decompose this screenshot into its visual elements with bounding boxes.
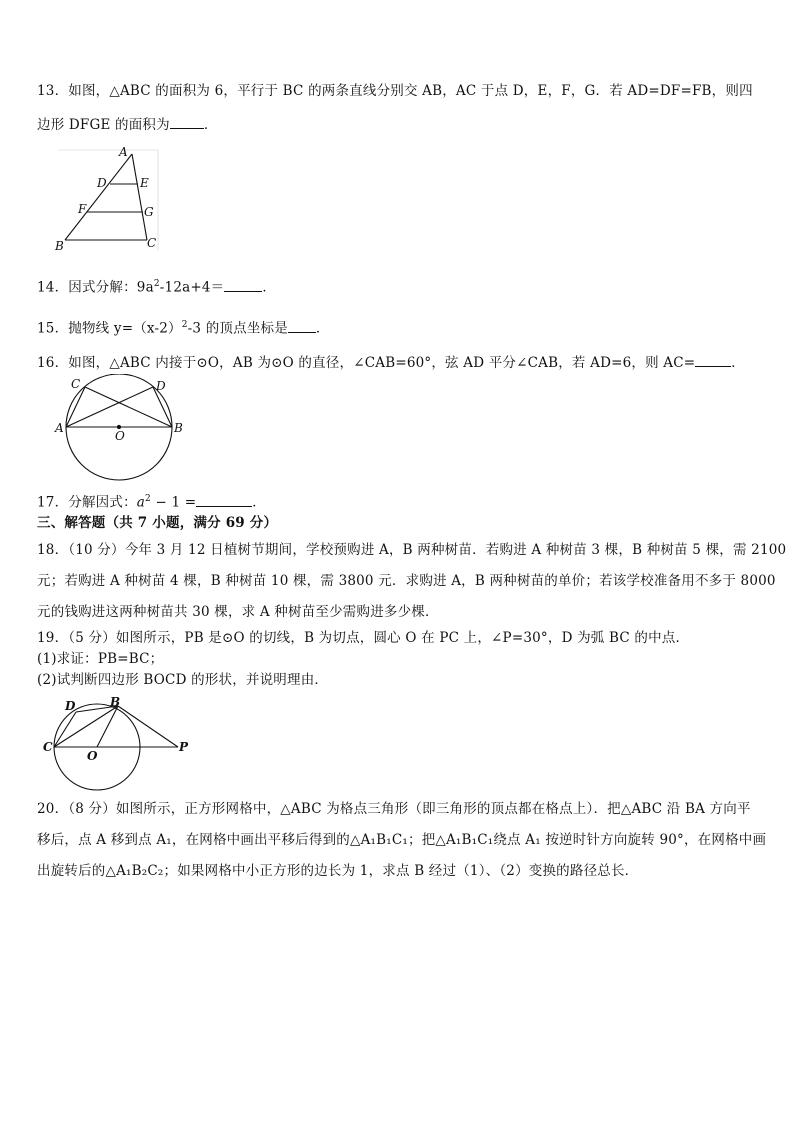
q14-text-end: ． (262, 279, 277, 296)
label-b: B (55, 239, 64, 253)
label-b: B (174, 421, 183, 435)
label-f: F (78, 202, 87, 216)
chord-ac (66, 387, 85, 427)
q13-answer-blank (170, 114, 204, 129)
q14-text: 14．因式分解：9a (37, 279, 154, 296)
q18-line2: 元；若购进 A 种树苗 4 棵，B 种树苗 10 棵，需 3800 元．求购进 A，B 两种树苗的单价；若该学校准备用不多于 8000 (37, 573, 776, 589)
chord-cb (54, 706, 118, 747)
q17-text-end: ． (252, 494, 266, 511)
q16-answer-blank (695, 352, 731, 367)
q13-line1: 13．如图，△ABC 的面积为 6，平行于 BC 的两条直线分别交 AB，AC 于点 D，E，F，G．若 AD=DF=FB，则四 (37, 83, 753, 99)
q17-line (37, 488, 761, 514)
q14-answer-blank (224, 277, 262, 292)
q14-exponent: 2 (153, 279, 160, 289)
tangent-pb (118, 706, 178, 747)
label-d: D (97, 176, 107, 190)
q19-part2: (2)试判断四边形 BOCD 的形状，并说明理由． (37, 672, 329, 688)
q17-exponent: 2 (145, 494, 151, 504)
q20-line1: 20．（8 分）如图所示，正方形网格中，△ABC 为格点三角形（即三角形的顶点都在格点上）．把△ABC 沿 BA 方向平 (37, 801, 751, 817)
section-3-heading: 三、解答题（共 7 小题，满分 69 分） (37, 515, 278, 531)
q17-text: 17．分解因式： (37, 494, 137, 511)
q19-part1: (1)求证：PB=BC； (37, 651, 164, 667)
label-g: G (144, 205, 154, 219)
side-ac (132, 154, 147, 240)
label-c: C (147, 236, 157, 250)
label-b: B (110, 696, 121, 709)
q19-tangent-figure (40, 696, 200, 792)
q17-var: a (136, 494, 146, 511)
q15-line (37, 314, 761, 340)
q13-line2-end: ． (203, 117, 218, 133)
label-a: A (55, 421, 64, 435)
q15-text: 15．抛物线 y=（x-2） (37, 320, 182, 337)
label-a: A (119, 145, 128, 159)
label-p: P (179, 740, 189, 754)
q16-line (37, 352, 761, 374)
label-c: C (43, 740, 53, 754)
q20-line2: 移后，点 A 移到点 A₁，在网格中画出平移后得到的△A₁B₁C₁；把△A₁B₁C₁绕点 A₁ 按逆时针方向旋转 90°，在网格中画 (37, 832, 767, 848)
q14-text-mid: -12a+4＝ (159, 279, 225, 296)
q14-line (37, 273, 761, 299)
label-e: E (140, 176, 149, 190)
q20-line3: 出旋转后的△A₁B₂C₂；如果网格中小正方形的边长为 1，求点 B 经过（1）、（2）变换的路径总长． (37, 863, 639, 879)
q15-text-end: ． (315, 320, 330, 337)
q16-text: 16．如图，△ABC 内接于⊙O，AB 为⊙O 的直径，∠CAB=60°，弦 AD 平分∠CAB，若 AD=6，则 AC= (37, 355, 696, 371)
q19-line1: 19．（5 分）如图所示，PB 是⊙O 的切线，B 为切点，圆心 O 在 PC 上，∠P=30°，D 为弧 BC 的中点． (37, 630, 690, 646)
side-ab (65, 154, 132, 240)
label-o: O (87, 749, 98, 763)
label-d: D (156, 379, 166, 393)
q16-circle-figure (52, 374, 192, 482)
q18-line1: 18．（10 分）今年 3 月 12 日植树节期间，学校预购进 A，B 两种树苗．若购进 A 种树苗 3 棵，B 种树苗 5 棵，需 2100 (37, 542, 787, 558)
q17-answer-blank (196, 492, 252, 507)
q13-line2 (37, 114, 761, 136)
label-d: D (65, 699, 76, 713)
q15-text-mid: -3 的顶点坐标是 (187, 320, 288, 337)
q13-line2-text: 边形 DFGE 的面积为 (37, 117, 170, 133)
q17-expr: − 1 = (150, 494, 197, 511)
q13-triangle-figure (52, 144, 164, 256)
label-c: C (71, 377, 81, 391)
q18-line3: 元的钱购进这两种树苗共 30 棵，求 A 种树苗至少需购进多少棵． (37, 604, 439, 620)
chord-db (153, 387, 172, 427)
label-o: O (115, 429, 125, 443)
q15-exponent: 2 (181, 320, 188, 330)
q15-answer-blank (288, 318, 316, 333)
q16-text-end: ． (731, 355, 745, 371)
